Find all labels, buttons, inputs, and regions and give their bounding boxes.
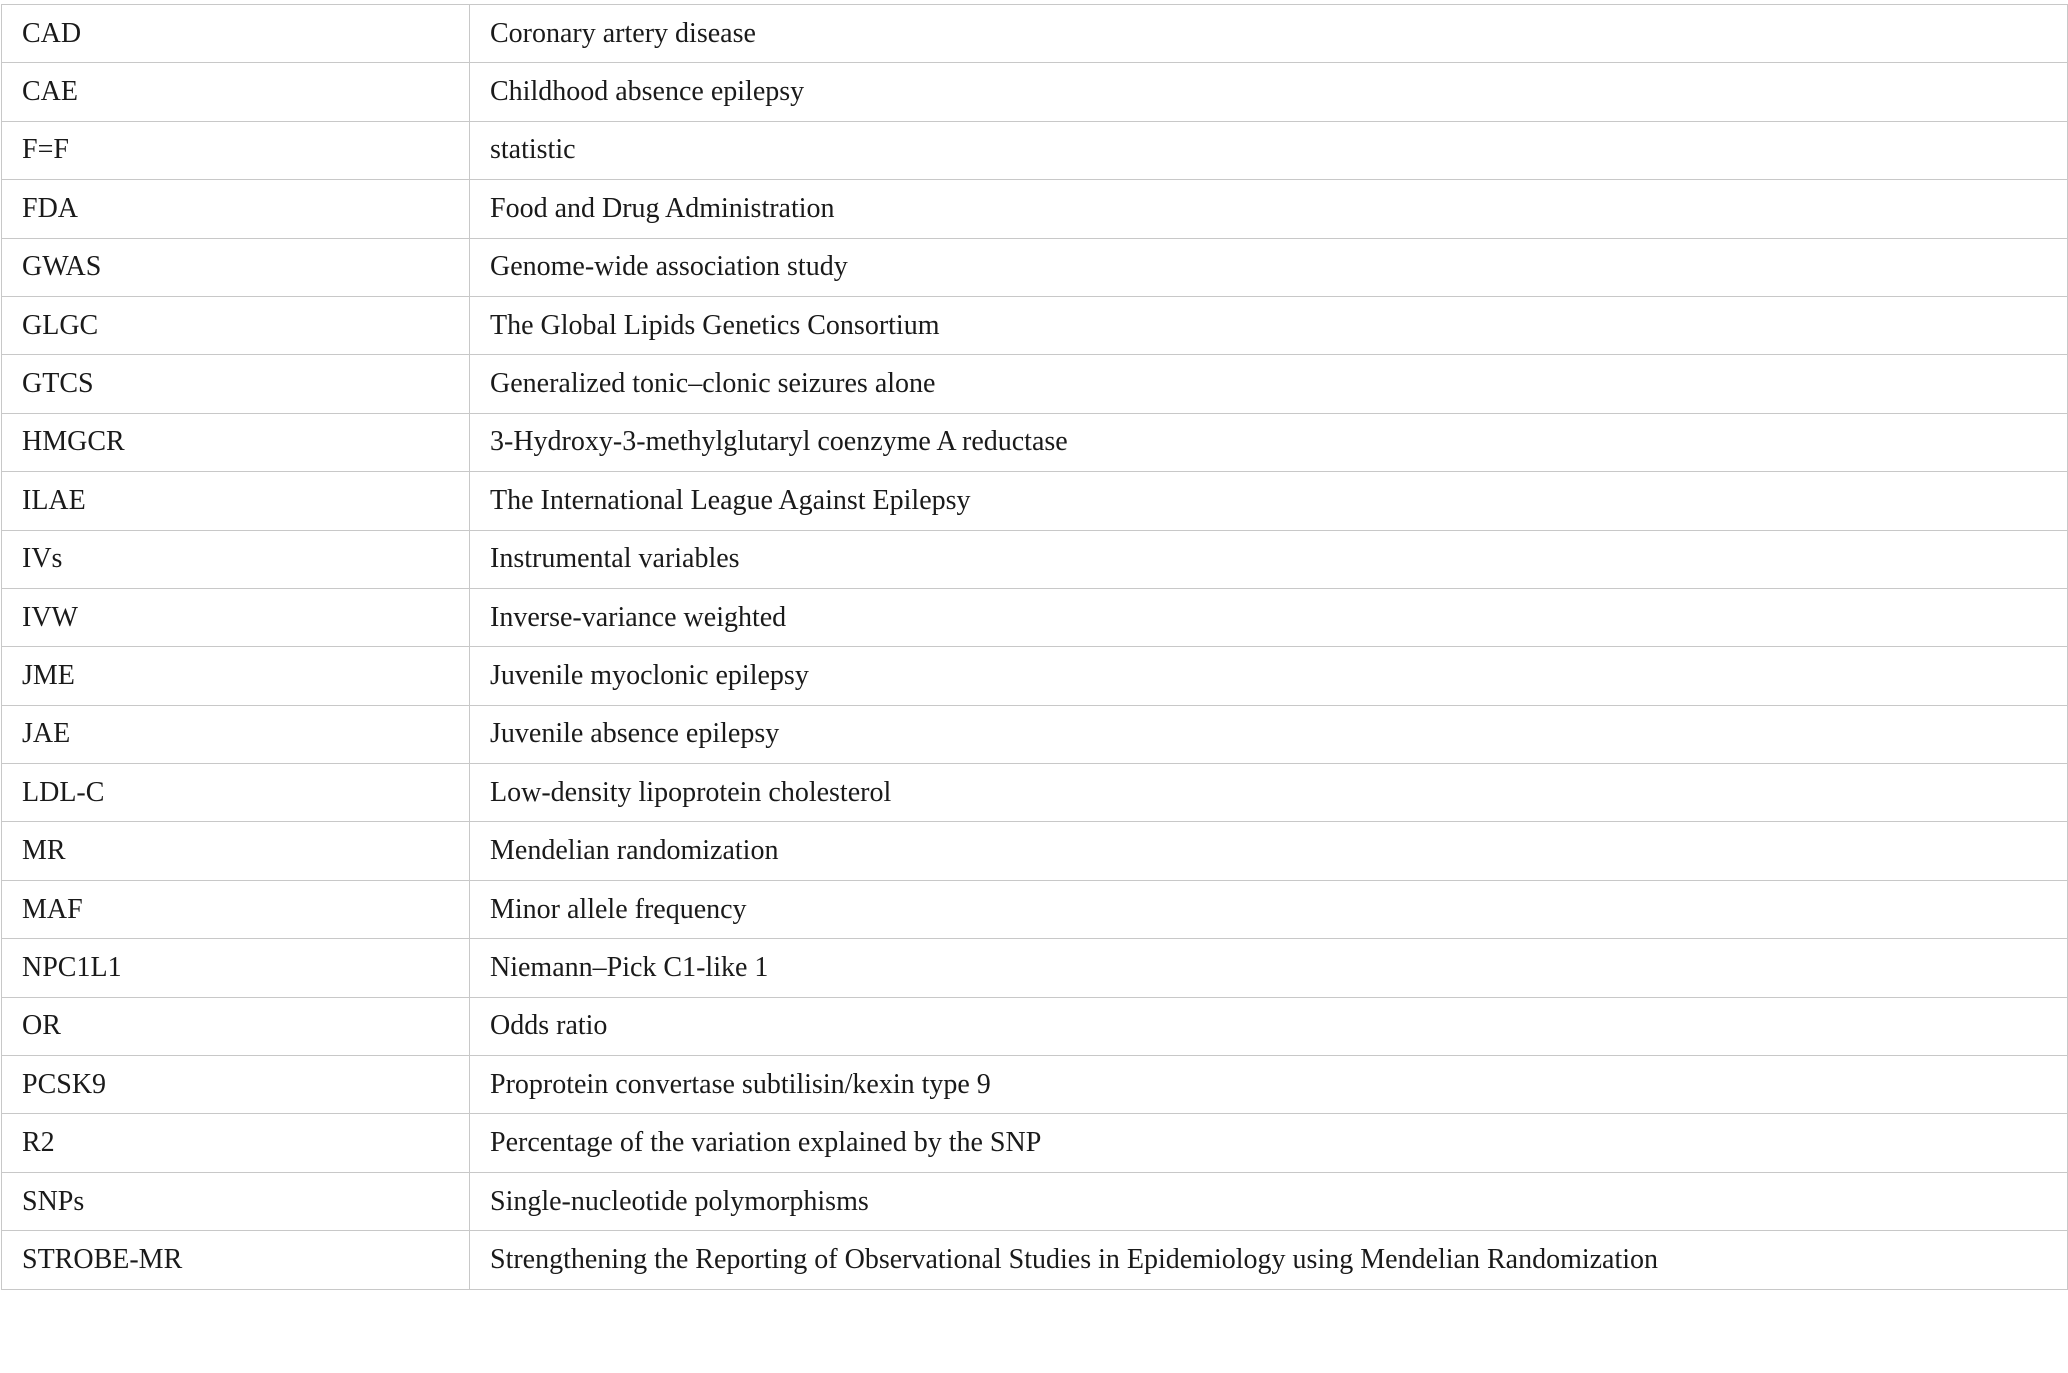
abbreviation-cell: IVs xyxy=(2,530,470,588)
table-row xyxy=(2,1172,2068,1230)
table-row xyxy=(2,647,2068,705)
table-row xyxy=(2,822,2068,880)
abbreviation-cell: SNPs xyxy=(2,1172,470,1230)
abbreviation-cell: MR xyxy=(2,822,470,880)
abbreviation-cell: IVW xyxy=(2,588,470,646)
table-row xyxy=(2,355,2068,413)
definition-cell: Proprotein convertase subtilisin/kexin type 9 xyxy=(470,1056,2068,1114)
definition-cell: Childhood absence epilepsy xyxy=(470,63,2068,121)
abbreviation-cell: GLGC xyxy=(2,296,470,354)
definition-cell: The International League Against Epilepsy xyxy=(470,472,2068,530)
table-row xyxy=(2,413,2068,471)
definition-cell: statistic xyxy=(470,121,2068,179)
abbreviation-cell: MAF xyxy=(2,880,470,938)
definition-cell: Single-nucleotide polymorphisms xyxy=(470,1172,2068,1230)
abbreviation-cell: STROBE-MR xyxy=(2,1231,470,1289)
definition-cell: Mendelian randomization xyxy=(470,822,2068,880)
abbreviation-cell: ILAE xyxy=(2,472,470,530)
table-row xyxy=(2,180,2068,238)
table-row xyxy=(2,588,2068,646)
table-row xyxy=(2,1056,2068,1114)
table-row xyxy=(2,764,2068,822)
abbreviations-table xyxy=(1,4,2068,1290)
abbreviation-cell: PCSK9 xyxy=(2,1056,470,1114)
definition-cell: Odds ratio xyxy=(470,997,2068,1055)
abbreviation-cell: R2 xyxy=(2,1114,470,1172)
table-row xyxy=(2,238,2068,296)
definition-cell: Inverse-variance weighted xyxy=(470,588,2068,646)
definition-cell: Niemann–Pick C1-like 1 xyxy=(470,939,2068,997)
table-row xyxy=(2,880,2068,938)
abbreviation-cell: GTCS xyxy=(2,355,470,413)
definition-cell: Instrumental variables xyxy=(470,530,2068,588)
abbreviation-cell: LDL-C xyxy=(2,764,470,822)
abbreviation-cell: OR xyxy=(2,997,470,1055)
table-row xyxy=(2,1114,2068,1172)
table-row xyxy=(2,997,2068,1055)
definition-cell: Food and Drug Administration xyxy=(470,180,2068,238)
table-row xyxy=(2,1231,2068,1289)
abbreviation-cell: F=F xyxy=(2,121,470,179)
table-row xyxy=(2,705,2068,763)
table-row xyxy=(2,121,2068,179)
abbreviation-cell: CAE xyxy=(2,63,470,121)
definition-cell: Juvenile absence epilepsy xyxy=(470,705,2068,763)
abbreviation-cell: HMGCR xyxy=(2,413,470,471)
abbreviation-cell: NPC1L1 xyxy=(2,939,470,997)
definition-cell: Genome-wide association study xyxy=(470,238,2068,296)
table-row xyxy=(2,5,2068,63)
definition-cell: Minor allele frequency xyxy=(470,880,2068,938)
abbreviation-cell: CAD xyxy=(2,5,470,63)
definition-cell: The Global Lipids Genetics Consortium xyxy=(470,296,2068,354)
definition-cell: Percentage of the variation explained by the SNP xyxy=(470,1114,2068,1172)
abbreviation-cell: JME xyxy=(2,647,470,705)
table-row xyxy=(2,63,2068,121)
definition-cell: Strengthening the Reporting of Observational Studies in Epidemiology using Mendelian Randomization xyxy=(470,1231,2068,1289)
definition-cell: Low-density lipoprotein cholesterol xyxy=(470,764,2068,822)
table-row xyxy=(2,939,2068,997)
abbreviations-table-body xyxy=(2,5,2068,1290)
table-row xyxy=(2,472,2068,530)
definition-cell: 3-Hydroxy-3-methylglutaryl coenzyme A reductase xyxy=(470,413,2068,471)
definition-cell: Generalized tonic–clonic seizures alone xyxy=(470,355,2068,413)
definition-cell: Juvenile myoclonic epilepsy xyxy=(470,647,2068,705)
abbreviation-cell: FDA xyxy=(2,180,470,238)
table-row xyxy=(2,530,2068,588)
definition-cell: Coronary artery disease xyxy=(470,5,2068,63)
table-row xyxy=(2,296,2068,354)
abbreviation-cell: JAE xyxy=(2,705,470,763)
abbreviation-cell: GWAS xyxy=(2,238,470,296)
